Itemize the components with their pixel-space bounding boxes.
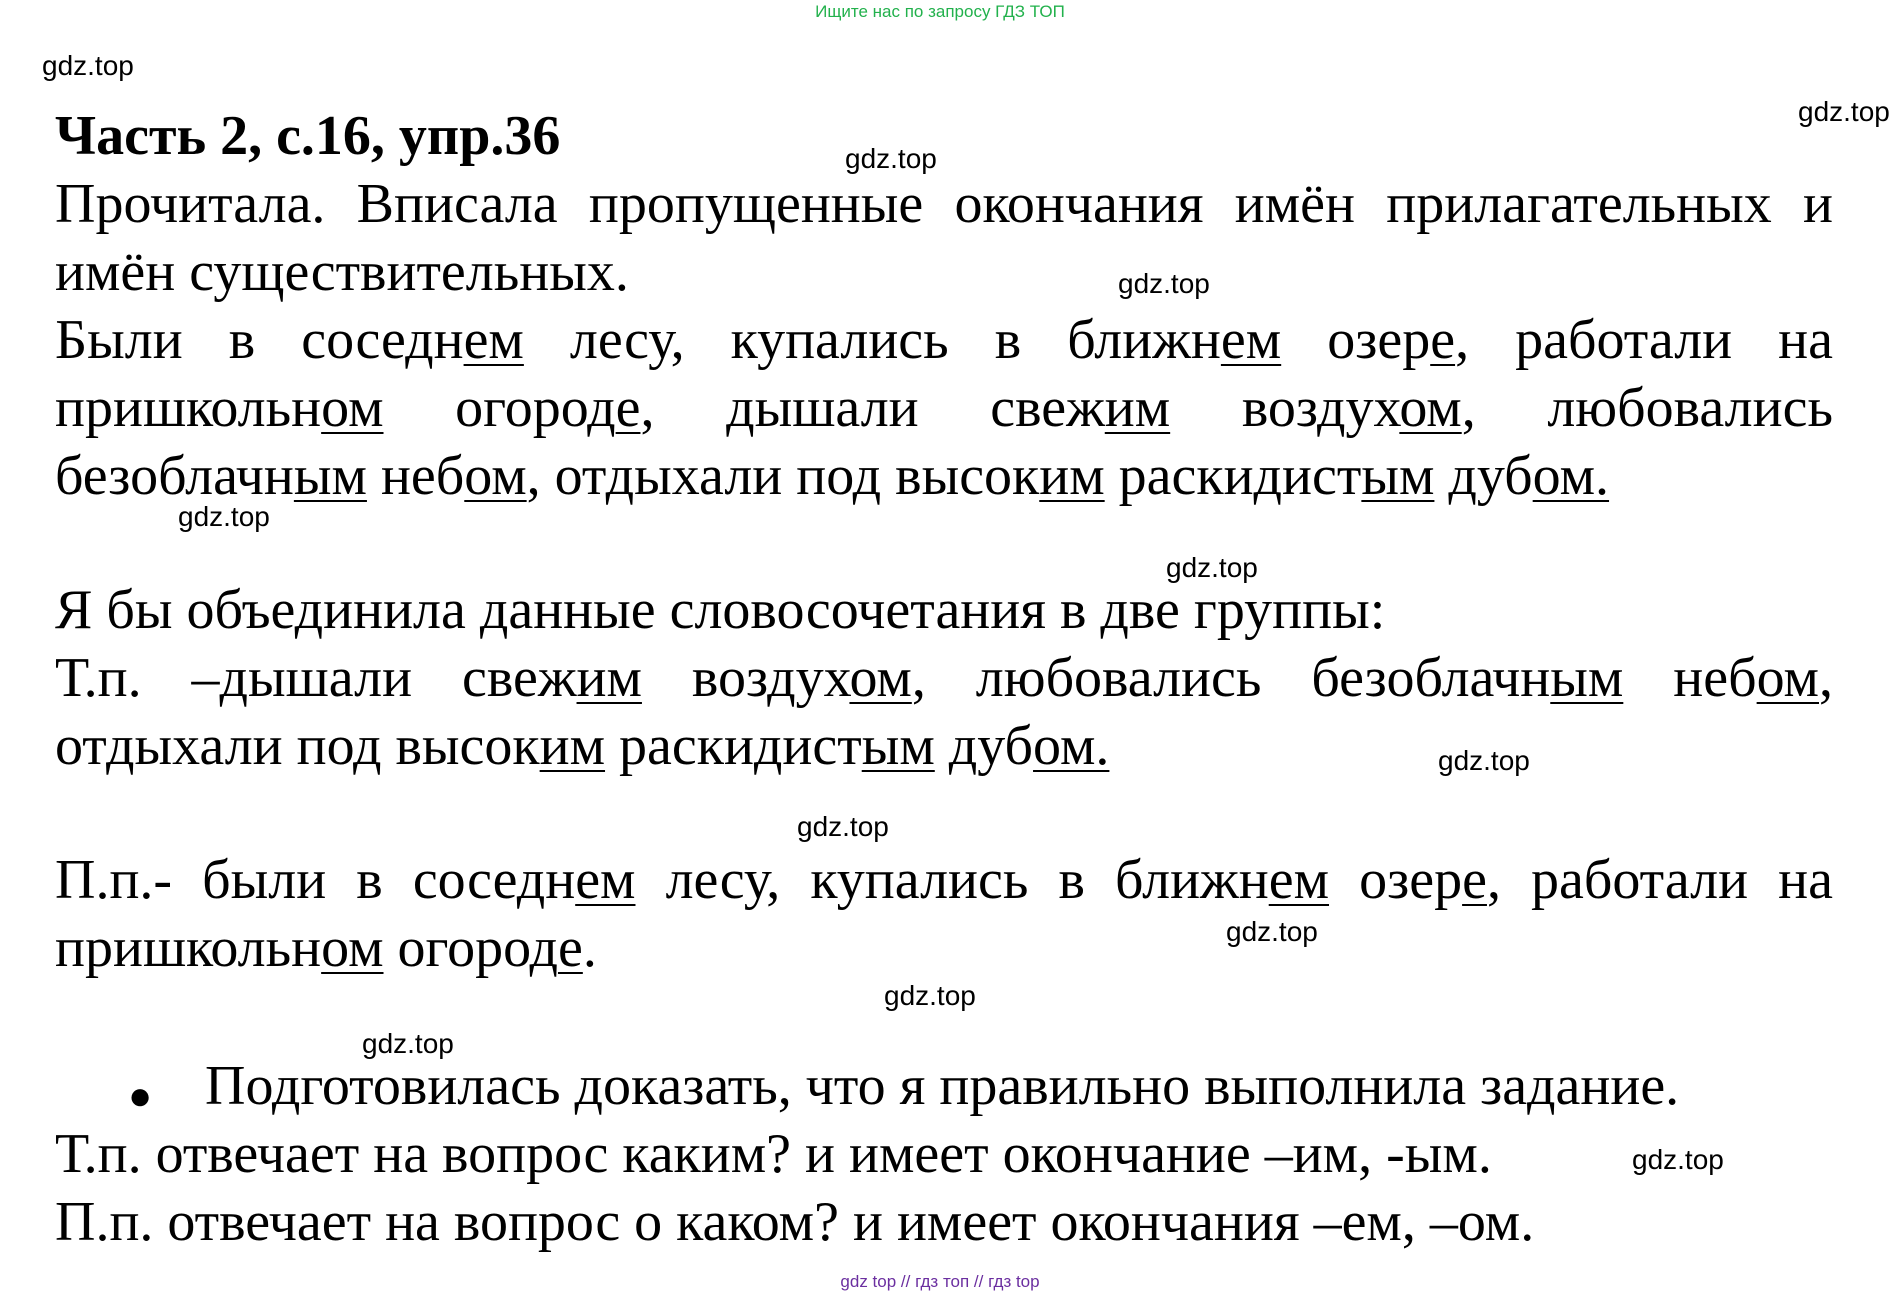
watermark: gdz.top [42,50,134,81]
ending: е [557,917,583,979]
watermark: gdz.top [178,501,270,532]
watermark: gdz.top [1226,916,1318,947]
text-line-3: безоблачным небом, отдыхали под высоким раскидистым дубом. [55,445,1610,507]
bullet-icon: ● [128,1073,153,1118]
ending: ым [1361,445,1435,507]
ending: ем [575,849,636,911]
ending: е [615,377,641,439]
tp-line-2: отдыхали под высоким раскидистым дубом. [55,715,1110,777]
pp-line-2: пришкольном огороде. [55,917,597,979]
ending: им [539,715,606,777]
text-line-2: пришкольном огороде, дышали свежим воздухом, любовались [55,377,1833,439]
tp-line-1: Т.п. –дышали свежим воздухом, любовались безоблачным небом, [55,647,1833,709]
ending: ем [1220,309,1282,371]
ending: ом. [1532,445,1610,507]
ending: им [1039,445,1105,507]
top-banner: Ищите нас по запросу ГДЗ ТОП [815,2,1065,21]
proof-pp: П.п. отвечает на вопрос о каком? и имеет окончания –ем, –ом. [55,1191,1535,1253]
ending: им [576,647,642,709]
page-title: Часть 2, с.16, упр.36 [55,105,561,167]
ending: ом. [1033,715,1110,777]
groups-intro: Я бы объединила данные словосочетания в две группы: [55,579,1386,641]
ending: ем [1268,849,1330,911]
intro-line-1: Прочитала. Вписала пропущенные окончания имён прилагательных и [55,173,1833,235]
ending: ым [861,715,935,777]
ending: ом [321,377,384,439]
ending: ом [321,917,384,979]
intro-line-2: имён существительных. [55,241,629,303]
proof-tp: Т.п. отвечает на вопрос каким? и имеет окончание –им, -ым. [55,1123,1492,1185]
ending: е [1462,849,1487,911]
text-line-1: Были в соседнем лесу, купались в ближнем озере, работали на [55,309,1833,371]
ending: ом [849,647,912,709]
ending: ем [463,309,524,371]
watermark: gdz.top [1632,1144,1724,1175]
watermark: gdz.top [797,811,889,842]
pp-line-1: П.п.- были в соседнем лесу, купались в ближнем озере, работали на [55,849,1833,911]
ending: ом [1399,377,1462,439]
ending: ым [293,445,367,507]
watermark: gdz.top [884,980,976,1011]
watermark: gdz.top [845,143,937,174]
bullet-text: Подготовилась доказать, что я правильно выполнила задание. [205,1055,1680,1117]
ending: ом [1756,647,1819,709]
ending: е [1430,309,1456,371]
ending: ом [464,445,527,507]
watermark: gdz.top [1118,268,1210,299]
watermark: gdz.top [1438,745,1530,776]
watermark: gdz.top [1798,96,1890,127]
watermark: gdz.top [1166,552,1258,583]
ending: ым [1550,647,1624,709]
bottom-banner: gdz top // гдз топ // гдз top [840,1272,1040,1291]
watermark: gdz.top [362,1028,454,1059]
ending: им [1104,377,1171,439]
